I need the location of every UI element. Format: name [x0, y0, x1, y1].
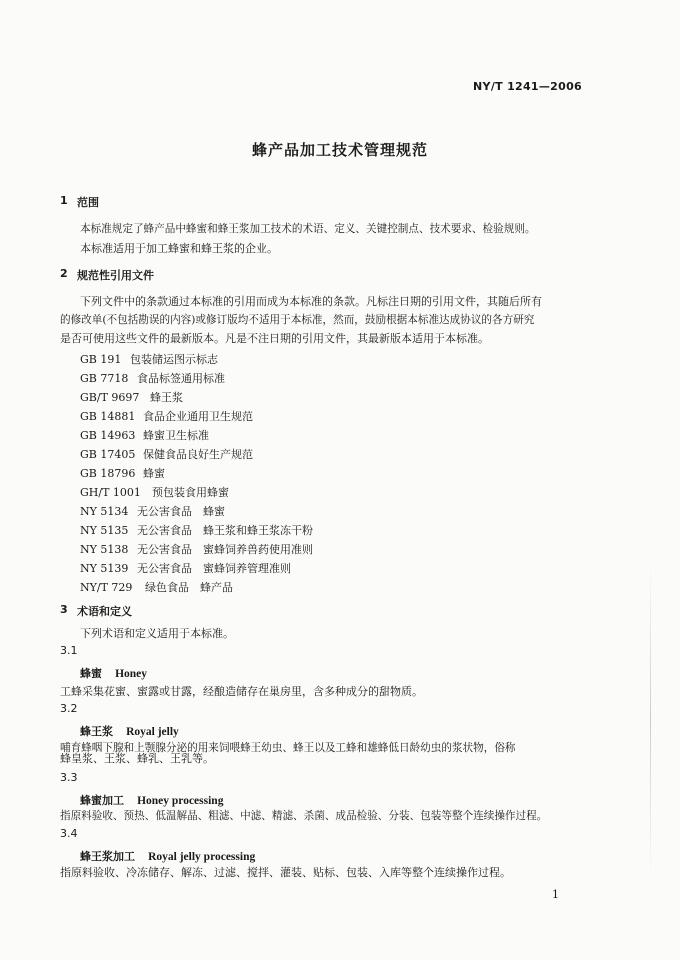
term-definition: 指原料验收、冷冻储存、解冻、过滤、搅拌、灌装、贴标、包装、入库等整个连续操作过程。	[60, 866, 511, 879]
term-name-en: Royal jelly	[126, 726, 179, 738]
reference-title: 绿色食品 蜂产品	[145, 581, 233, 594]
section-2-title: 规范性引用文件	[77, 269, 154, 282]
reference-title: 食品标签通用标准	[137, 372, 225, 385]
reference-code: GB 18796	[80, 467, 136, 480]
section-3-number: 3	[60, 603, 68, 616]
section-2-intro-line-1: 下列文件中的条款通过本标准的引用而成为本标准的条款。凡标注日期的引用文件，其随后所有	[80, 295, 542, 308]
term-definition: 工蜂采集花蜜、蜜露或甘露，经酿造储存在巢房里，含多种成分的甜物质。	[60, 685, 423, 698]
reference-item	[80, 557, 291, 576]
reference-code: GB 14963	[80, 429, 136, 442]
reference-item	[80, 576, 233, 595]
term-number: 3.2	[60, 702, 78, 715]
document-title: 蜂产品加工技术管理规范	[251, 141, 428, 159]
section-3-intro: 下列术语和定义适用于本标准。	[80, 627, 234, 640]
term-number: 3.1	[60, 644, 78, 657]
reference-item	[80, 500, 225, 519]
term-number: 3.4	[60, 827, 78, 840]
term-name-en: Honey processing	[137, 795, 224, 807]
reference-item	[80, 462, 165, 481]
reference-code: GB 14881	[80, 410, 136, 423]
reference-code: GB 191	[80, 353, 122, 366]
reference-title: 预包装食用蜂蜜	[152, 486, 229, 499]
section-1-line-2: 本标准适用于加工蜂蜜和蜂王浆的企业。	[80, 242, 278, 255]
reference-code: NY 5138	[80, 543, 129, 556]
term-definition-continued: 蜂皇浆、王浆、蜂乳、王乳等。	[60, 752, 214, 765]
section-1-number: 1	[60, 194, 68, 207]
reference-title: 无公害食品 蜜蜂饲养兽药使用准则	[137, 543, 313, 556]
term-definition: 指原料验收、预热、低温解晶、粗滤、中滤、精滤、杀菌、成品检验、分装、包装等整个连续操作过程。	[60, 810, 548, 822]
reference-item	[80, 424, 209, 443]
term-name-cn: 蜂王浆	[80, 725, 113, 738]
section-1-title: 范围	[77, 196, 99, 209]
section-1-line-1: 本标准规定了蜂产品中蜂蜜和蜂王浆加工技术的术语、定义、关键控制点、技术要求、检验规则。	[80, 223, 536, 235]
reference-item	[80, 367, 225, 386]
reference-code: NY 5139	[80, 562, 129, 575]
scan-edge-line	[650, 560, 651, 880]
section-2-number: 2	[60, 267, 68, 280]
reference-title: 食品企业通用卫生规范	[143, 410, 253, 423]
term-heading	[80, 662, 147, 681]
reference-title: 无公害食品 蜂蜜	[137, 505, 225, 518]
section-2-intro-line-2: 的修改单(不包括勘误的内容)或修订版均不适用于本标准，然而，鼓励根据本标准达成协议的各方研究	[60, 314, 535, 326]
reference-code: GB 17405	[80, 448, 136, 461]
reference-code: NY 5135	[80, 524, 129, 537]
page-number: 1	[552, 888, 559, 901]
reference-title: 无公害食品 蜜蜂饲养管理准则	[137, 562, 291, 575]
term-heading	[80, 720, 179, 739]
section-3-title: 术语和定义	[77, 605, 132, 618]
reference-title: 蜂蜜卫生标准	[143, 429, 209, 442]
reference-title: 包装储运图示标志	[130, 353, 218, 366]
reference-item	[80, 443, 253, 462]
reference-item	[80, 481, 229, 500]
reference-code: NY/T 729	[80, 581, 133, 594]
term-name-en: Royal jelly processing	[148, 851, 256, 863]
term-name-en: Honey	[115, 668, 148, 680]
term-name-cn: 蜂蜜加工	[80, 794, 124, 807]
reference-title: 无公害食品 蜂王浆和蜂王浆冻干粉	[137, 524, 313, 537]
standard-code: NY/T 1241—2006	[473, 80, 582, 93]
reference-item	[80, 538, 313, 557]
reference-item	[80, 386, 183, 405]
reference-item	[80, 348, 218, 367]
reference-code: GB/T 9697	[80, 391, 140, 404]
reference-item	[80, 405, 253, 424]
reference-title: 蜂王浆	[150, 391, 183, 404]
reference-item	[80, 519, 313, 538]
reference-title: 保健食品良好生产规范	[143, 448, 253, 461]
term-name-cn: 蜂王浆加工	[80, 850, 135, 863]
term-name-cn: 蜂蜜	[80, 667, 102, 680]
reference-title: 蜂蜜	[143, 467, 165, 480]
term-heading	[80, 789, 223, 808]
reference-code: GH/T 1001	[80, 486, 141, 499]
reference-code: NY 5134	[80, 505, 129, 518]
term-heading	[80, 845, 255, 864]
term-number: 3.3	[60, 771, 78, 784]
reference-code: GB 7718	[80, 372, 129, 385]
term-definition: 哺育蜂咽下腺和上颚腺分泌的用来饲喂蜂王幼虫、蜂王以及工蜂和雄蜂低日龄幼虫的浆状物，俗称	[60, 742, 516, 754]
section-2-intro-line-3: 是否可使用这些文件的最新版本。凡是不注日期的引用文件，其最新版本适用于本标准。	[60, 332, 489, 345]
